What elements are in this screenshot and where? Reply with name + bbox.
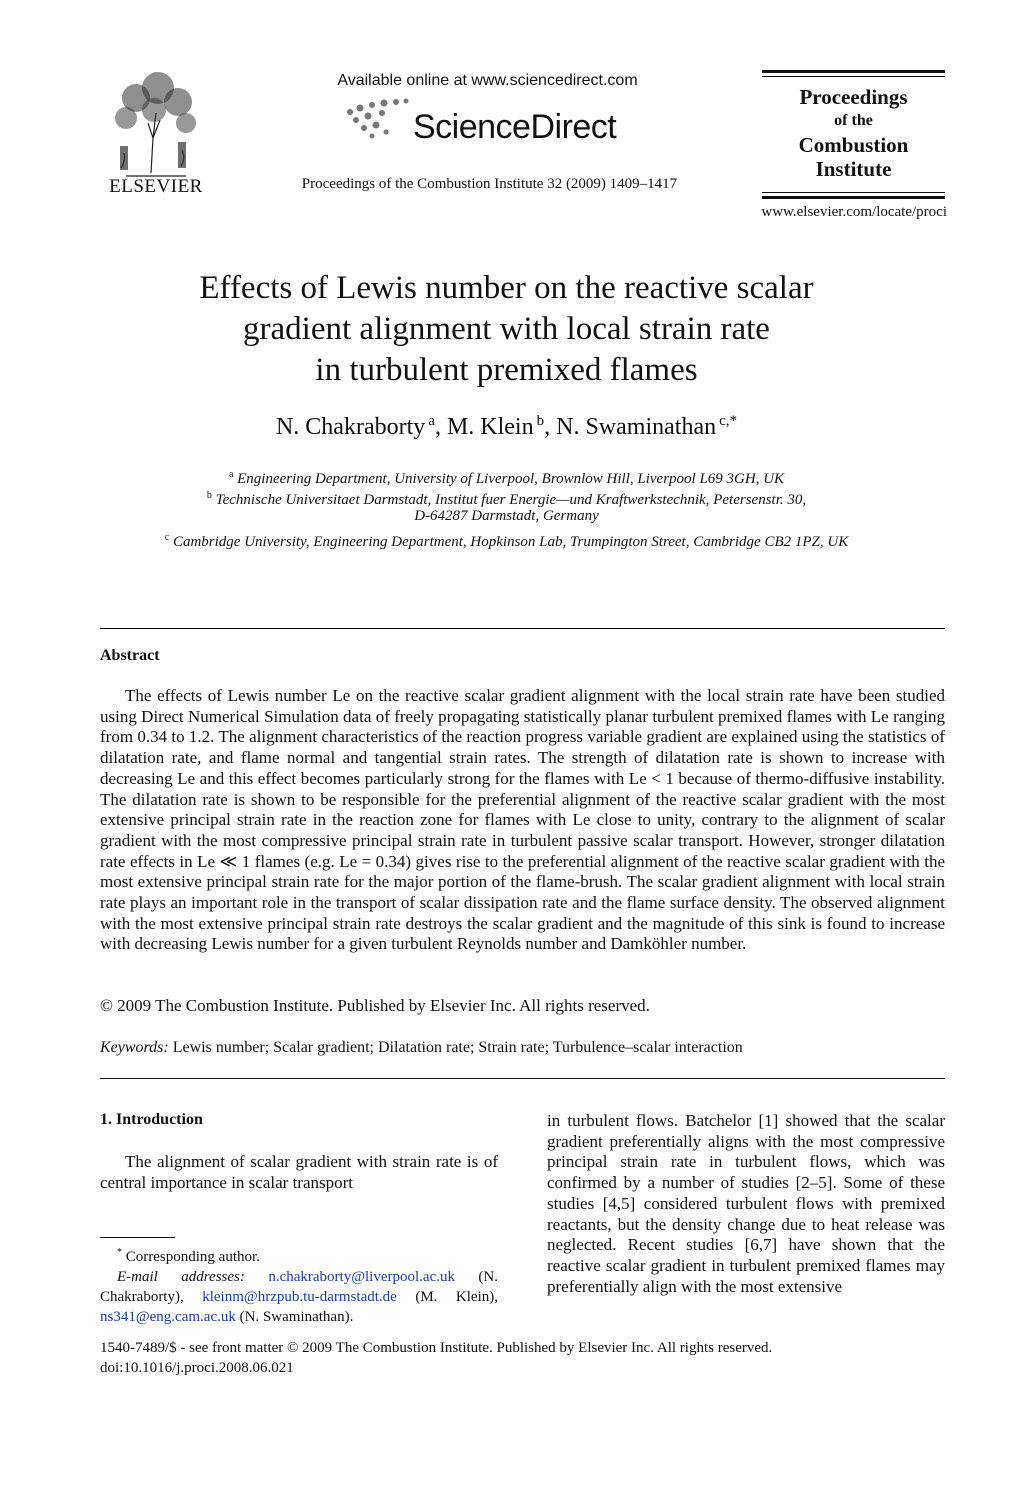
affiliation-marker: c (164, 532, 170, 543)
doi-line[interactable]: doi:10.1016/j.proci.2008.06.021 (100, 1360, 294, 1376)
author-list (100, 413, 913, 441)
title-line: Effects of Lewis number on the reactive scalar (199, 270, 814, 306)
author-name: N. Swaminathan (556, 414, 717, 440)
abstract-copyright: © 2009 The Combustion Institute. Published by Elsevier Inc. All rights reserved. (100, 996, 650, 1015)
author-name: N. Chakraborty (275, 414, 426, 440)
intro-paragraph-left: The alignment of scalar gradient with strain rate is of central importance in scalar transport (100, 1152, 498, 1192)
available-online-text[interactable]: Available online at www.sciencedirect.com (337, 72, 638, 89)
email-owner: (N. Swaminathan). (239, 1309, 354, 1325)
affiliation-text: D-64287 Darmstadt, Germany (414, 508, 599, 524)
email-owner: (M. Klein), (415, 1289, 498, 1305)
footnote-divider (100, 1237, 175, 1238)
email-link-swaminathan[interactable]: ns341@eng.cam.ac.uk (100, 1309, 236, 1325)
keywords-label: Keywords: (100, 1039, 169, 1056)
sciencedirect-wordmark: ScienceDirect (413, 108, 617, 146)
keywords (100, 1039, 945, 1057)
journal-title-box (762, 70, 945, 199)
abstract-body: The effects of Lewis number Le on the reactive scalar gradient alignment with the local strain rate have been studied using Direct Numerical Simulation data of freely propagating statistically planar turbulent premixed flames with Le ranging from 0.34 to 1.2. The alignment characteristics of the reaction progress variable gradient are explained using the statistics of dilatation rate, and flame normal and tangential strain rates. The strength of dilatation rate is shown to increase with decreasing Le and this effect becomes particularly strong for the flames with Le < 1 because of thermo-diffusive instability. The dilatation rate is shown to be responsible for the preferential alignment of the reactive scalar gradient with the most extensive principal strain rate in the reaction zone for flames with Le close to unity, contrary to the alignment of scalar gradient with the most compressive principal strain rate in turbulent passive scalar transport. However, stronger dilatation rate effects in Le ≪ 1 flames (e.g. Le = 0.34) gives rise to the preferential alignment of the reactive scalar gradient with the most extensive principal strain rate for the major portion of the flame-brush. The scalar gradient alignment with local strain rate plays an important role in the transport of scalar dissipation rate and the flame surface density. The observed alignment with the most extensive principal strain rate destroys the scalar gradient and the magnitude of this sink is found to increase with decreasing Lewis number for a given turbulent Reynolds number and Damköhler number. (100, 686, 945, 954)
author-separator: , (544, 414, 557, 440)
affiliation-text: Cambridge University, Engineering Department, Hopkinson Lab, Trumpington Street, Cambridge CB2 1PZ, UK (172, 534, 849, 550)
section-heading-introduction: 1. Introduction (100, 1111, 203, 1128)
author-name: M. Klein (446, 414, 534, 440)
footnote (100, 1243, 498, 1327)
journal-url-link[interactable]: www.elsevier.com/locate/proci (761, 204, 947, 220)
article-title (100, 268, 913, 391)
email-label: E-mail addresses: (117, 1269, 245, 1285)
author-affiliation-marker: b (536, 413, 545, 429)
author-separator: , (434, 414, 447, 440)
affiliation-marker: a (228, 469, 234, 480)
publisher-name: ELSEVIER (109, 176, 203, 197)
author-affiliation-marker: a (428, 413, 435, 429)
email-link-klein[interactable]: kleinm@hrzpub.tu-darmstadt.de (202, 1289, 397, 1305)
sciencedirect-dots-logo (342, 98, 414, 142)
intro-paragraph-right: in turbulent flows. Batchelor [1] showed that the scalar gradient preferentially aligns with the most compressive principal strain rate in turbulent flows, which was confirmed by a number of studies [2–5]. Some of these studies [4,5] considered turbulent flows with premixed reactants, but the density change due to heat release was neglected. Recent studies [6,7] have shown that the reactive scalar gradient in turbulent premixed flames may preferentially align with the most extensive (547, 1111, 945, 1296)
affiliation-text: Engineering Department, University of Liverpool, Brownlow Hill, Liverpool L69 3GH, UK (237, 471, 785, 487)
issn-line: 1540-7489/$ - see front matter © 2009 The Combustion Institute. Published by Elsevier Inc. All rights reserved. (100, 1340, 773, 1356)
journal-box-line-2: of the (834, 112, 873, 129)
email-owner: (N. Chakraborty), (100, 1269, 498, 1305)
email-link-chakraborty[interactable]: n.chakraborty@liverpool.ac.uk (268, 1269, 455, 1285)
divider (100, 1078, 945, 1079)
affiliation-text: Technische Universitaet Darmstadt, Institut fuer Energie—und Kraftwerkstechnik, Petersenstr. 30, (215, 492, 807, 508)
corresponding-author-note: Corresponding author. (125, 1249, 260, 1265)
journal-box-line-1: Proceedings (799, 85, 908, 109)
affiliation-b-continued (60, 506, 953, 527)
journal-box-line-4: Institute (815, 157, 892, 181)
journal-box-line-3: Combustion (798, 133, 909, 157)
elsevier-tree-logo (96, 68, 214, 186)
footnote-marker: * (117, 1247, 122, 1258)
title-line: in turbulent premixed flames (315, 352, 698, 388)
keywords-text: Lewis number; Scalar gradient; Dilatation rate; Strain rate; Turbulence–scalar interaction (172, 1039, 743, 1056)
affiliation-c (60, 527, 953, 553)
affiliation-marker: b (206, 490, 212, 501)
abstract-heading: Abstract (100, 647, 160, 664)
title-line: gradient alignment with local strain rate (243, 311, 770, 347)
divider (100, 628, 945, 629)
author-affiliation-marker: c,* (719, 413, 738, 429)
journal-reference: Proceedings of the Combustion Institute 32 (2009) 1409–1417 (301, 176, 678, 192)
